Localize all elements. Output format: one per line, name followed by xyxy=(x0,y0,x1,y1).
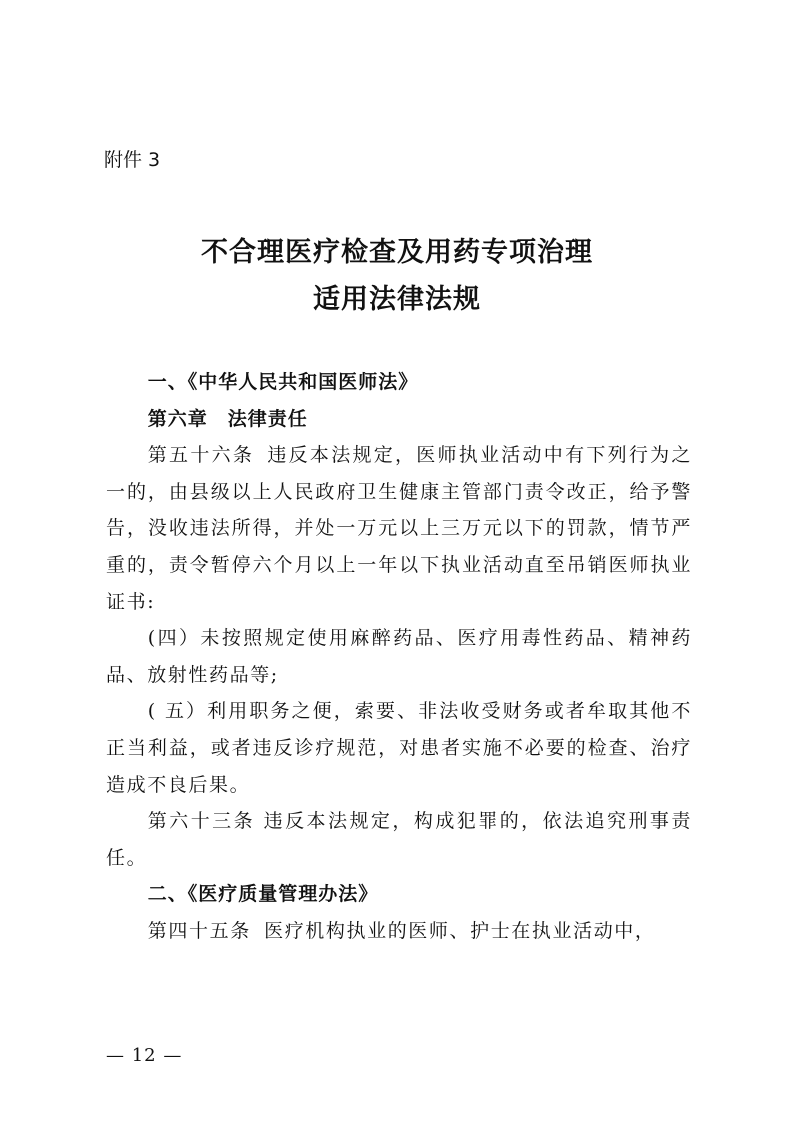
article-63-label: 第六十三条 xyxy=(147,810,256,833)
section-heading-quality-management: 二、《医疗质量管理办法》 xyxy=(147,883,379,906)
article-56 xyxy=(106,437,692,620)
document-title-line-1: 不合理医疗检查及用药专项治理 xyxy=(201,237,593,268)
article-45-label: 第四十五条 xyxy=(147,919,251,942)
article-56-text: 违反本法规定，医师执业活动中有下列行为之一的，由县级以上人民政府卫生健康主管部门责令改正，给予警告，没收违法所得，并处一万元以上三万元以下的罚款，情节严重的，责令暂停六个月以上一年以下执业活动直至吊销医师执业证书: xyxy=(106,444,692,613)
article-56-item-4: (四）未按照规定使用麻醉药品、医疗用毒性药品、精神药品、放射性药品等; xyxy=(106,627,692,686)
article-63 xyxy=(106,803,692,876)
document-title-line-2: 适用法律法规 xyxy=(313,284,481,315)
section-heading-physician-law: 一、《中华人民共和国医师法》 xyxy=(147,371,419,393)
page-number: — 12 — xyxy=(106,1045,183,1066)
article-63-text: 违反本法规定，构成犯罪的，依法追究刑事责任。 xyxy=(106,810,692,869)
article-45-text: 医疗机构执业的医师、护士在执业活动中， xyxy=(264,919,656,942)
attachment-label: 附件 3 xyxy=(104,149,161,171)
article-56-label: 第五十六条 xyxy=(147,444,255,467)
document-body xyxy=(106,364,692,950)
article-56-item-5: ( 五）利用职务之便，索要、非法收受财务或者牟取其他不正当利益，或者违反诊疗规范，对患者实施不必要的检查、治疗造成不良后果。 xyxy=(106,700,692,796)
article-45 xyxy=(106,913,692,950)
chapter-heading-legal-liability: 第六章 法律责任 xyxy=(147,407,308,430)
